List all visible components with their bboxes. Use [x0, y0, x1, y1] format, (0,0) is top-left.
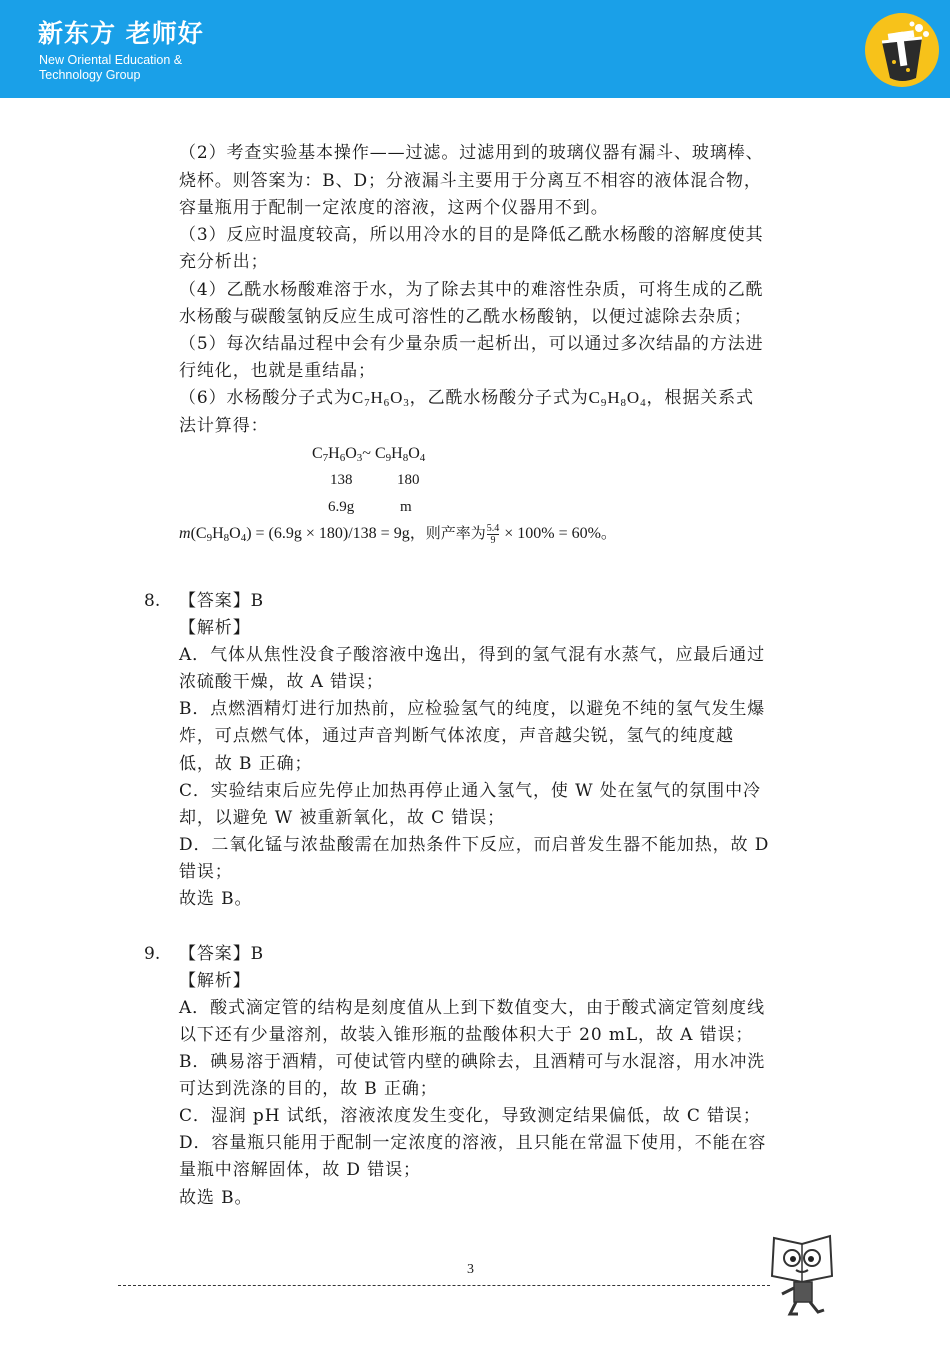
text-line: 炸，可点燃气体，通过声音判断气体浓度，声音越尖锐，氢气的纯度越 — [179, 726, 734, 746]
yield-label: 则产率为 — [425, 524, 486, 543]
molar-mass-1: 138 — [330, 472, 353, 488]
question-number: 8. — [144, 591, 161, 611]
analysis-label: 【解析】 — [179, 971, 251, 991]
text-line: 浓硫酸干燥，故 A 错误； — [179, 672, 384, 692]
text-line: D．容量瓶只能用于配制一定浓度的溶液，且只能在常温下使用，不能在容 — [179, 1133, 767, 1153]
text-line: 法计算得： — [179, 416, 269, 436]
text-line: 却，以避免 W 被重新氧化，故 C 错误； — [179, 808, 505, 828]
brand-subtitle-line1: New Oriental Education & — [39, 53, 183, 67]
text-line: 烧杯。则答案为：B、D；分液漏斗主要用于分离互不相容的液体混合物， — [179, 171, 762, 191]
text-fragment: ，乙酰水杨酸分子式为 — [409, 388, 589, 408]
molar-mass-2: 180 — [397, 472, 420, 488]
footer-divider — [118, 1285, 770, 1286]
text-line: 量瓶中溶解固体，故 D 错误； — [179, 1160, 421, 1180]
text-fragment: ，根据关系式 — [646, 388, 754, 408]
text-line: 错误； — [179, 862, 233, 882]
answer-label: 【答案】B — [179, 944, 264, 964]
given-mass: 6.9g — [328, 499, 355, 515]
text-line: 水杨酸与碳酸氢钠反应生成可溶性的乙酰水杨酸钠，以便过滤除去杂质； — [179, 307, 752, 327]
text-fragment: （6）水杨酸分子式为 — [179, 388, 352, 408]
formula-aspirin: $C_9H_8O_4$ — [588, 388, 647, 409]
unknown-mass: m — [400, 499, 412, 515]
text-line: 低，故 B 正确； — [179, 754, 313, 774]
text-line: C．实验结束后应先停止加热再停止通入氢气，使 W 处在氢气的氛围中冷 — [179, 781, 761, 801]
yield-calculation: $m(C_9H_8O_4) = (6.9g \times 180)/138 = 9g$，则产率为 $\frac{5.4}{9}$ × 100% = 60%。 — [179, 523, 617, 546]
result-expression: = (6.9g × 180)/138 = 9g， — [251, 525, 426, 543]
text-line: 以下还有少量溶剂，故装入锥形瓶的盐酸体积大于 20 mL，故 A 错误； — [179, 1025, 754, 1045]
text-line: 可达到洗涤的目的，故 B 正确； — [179, 1079, 438, 1099]
text-line: 容量瓶用于配制一定浓度的溶液，这两个仪器用不到。 — [179, 198, 609, 218]
text-line: （3）反应时温度较高，所以用冷水的目的是降低乙酰水杨酸的溶解度使其 — [179, 225, 764, 245]
brand-subtitle-line2: Technology Group — [39, 68, 141, 82]
text-line: A．气体从焦性没食子酸溶液中逸出，得到的氢气混有水蒸气，应最后通过 — [179, 645, 765, 665]
text-line: B．点燃酒精灯进行加热前，应检验氢气的纯度，以避免不纯的氢气发生爆 — [179, 699, 766, 719]
reading-mascot-icon — [768, 1232, 838, 1318]
text-line: 故选 B。 — [179, 1188, 253, 1208]
text-line-formulas — [179, 388, 819, 413]
brand-subtitle — [39, 53, 182, 83]
text-line: （4）乙酰水杨酸难溶于水，为了除去其中的难溶性杂质，可将生成的乙酰 — [179, 280, 764, 300]
brand-title: 新东方 老师好 — [38, 19, 204, 48]
text-line: 行纯化，也就是重结晶； — [179, 361, 376, 381]
fraction-denominator: 9 — [490, 535, 496, 546]
question-number: 9. — [144, 944, 161, 964]
relation-tilde: ~ — [362, 445, 371, 462]
text-line: C．湿润 pH 试纸，溶液浓度发生变化，导致测定结果偏低，故 C 错误； — [179, 1106, 761, 1126]
yield-result: × 100% = 60%。 — [500, 525, 617, 543]
answer-label: 【答案】B — [179, 591, 264, 611]
brand-logo-icon — [864, 12, 940, 88]
text-line: （5）每次结晶过程中会有少量杂质一起析出，可以通过多次结晶的方法进 — [179, 334, 764, 354]
analysis-label: 【解析】 — [179, 618, 251, 638]
text-line: （2）考查实验基本操作——过滤。过滤用到的玻璃仪器有漏斗、玻璃棒、 — [179, 143, 764, 163]
text-line: B．碘易溶于酒精，可使试管内壁的碘除去，且酒精可与水混溶，用水冲洗 — [179, 1052, 766, 1072]
formula-salicylic-acid: $C_7H_6O_3$ — [351, 388, 410, 409]
text-line: 故选 B。 — [179, 889, 253, 909]
yield-fraction — [487, 523, 500, 546]
fraction-numerator: 5.4 — [486, 523, 500, 534]
relation-formula: $C_7H_6O_3\sim$ $C_9H_8O_4$ — [312, 445, 426, 464]
page-number: 3 — [467, 1262, 474, 1277]
text-line: A．酸式滴定管的结构是刻度值从上到下数值变大，由于酸式滴定管刻度线 — [179, 998, 765, 1018]
page-header — [0, 0, 950, 98]
text-line: 充分析出； — [179, 252, 269, 272]
text-line: D．二氧化锰与浓盐酸需在加热条件下反应，而启普发生器不能加热，故 D — [179, 835, 770, 855]
